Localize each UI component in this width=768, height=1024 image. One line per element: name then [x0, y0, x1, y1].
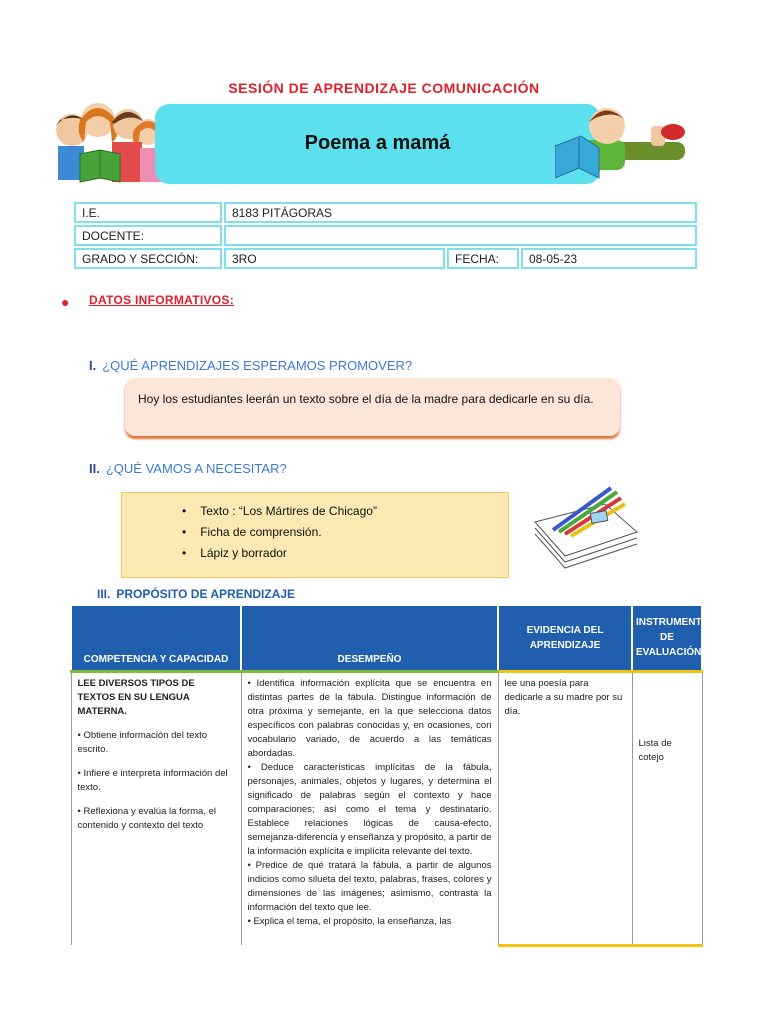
section-2-number: II. — [89, 461, 100, 476]
section-1-number: I. — [89, 358, 97, 373]
section-3-heading — [97, 587, 295, 601]
capacidad-item: • Obtiene información del texto escrito. — [77, 729, 208, 755]
section-2-heading — [89, 461, 287, 476]
desempeno-cell — [241, 671, 498, 945]
competencia-title: LEE DIVERSOS TIPOS DE TEXTOS EN SU LENGUA MATERNA. — [77, 677, 195, 717]
header-evidencia: EVIDENCIA DEL APRENDIZAJE — [498, 605, 632, 671]
document-title: SESIÓN DE APRENDIZAJE COMUNICACIÓN — [228, 80, 540, 96]
children-reading-illustration — [50, 98, 170, 190]
boy-reading-illustration — [555, 100, 690, 190]
instrumento-cell: Lista de cotejo — [632, 671, 702, 945]
material-item: • Ficha de comprensión. — [182, 522, 377, 543]
section-1-heading — [89, 358, 412, 373]
capacidad-item: • Reflexiona y evalúa la forma, el contenido y contexto del texto — [77, 805, 217, 831]
info-table — [72, 200, 699, 271]
ie-label: I.E. — [74, 202, 222, 223]
ie-value: 8183 PITÁGORAS — [224, 202, 697, 223]
section-1-title: ¿QUÉ APRENDIZAJES ESPERAMOS PROMOVER? — [102, 358, 413, 373]
datos-informativos-heading: DATOS INFORMATIVOS: — [89, 293, 235, 307]
desempeno-item: • Explica el tema, el propósito, la enseñanza, las — [247, 915, 452, 927]
materiales-box — [121, 492, 509, 578]
desempeno-item: • Identifica información explícita que se encuentra en distintas partes de la fábula. Distingue información de otra próxima y semejante, en la que selecciona datos específicos con palabras conocidas y, en ocasiones, con vocabulario variado, de acuerdo a las temáticas abordadas. — [247, 677, 492, 759]
grado-label: GRADO Y SECCIÓN: — [74, 248, 222, 269]
notebook-pencils-illustration — [525, 482, 645, 572]
material-item: • Lápiz y borrador — [182, 543, 377, 564]
desempeno-item: • Deduce características implícitas de la fábula, personajes, animales, objetos y lugares, y determina el significado de palabras según el contexto y hace comparaciones; así como el tema y destinatario. Establece relaciones lógicas de causa-efecto, semejanza-diferencia y enseñanza y propósito, a partir de la información explícita e implícita relevante del texto. — [247, 761, 492, 857]
material-item: • Texto : “Los Mártires de Chicago” — [182, 501, 377, 522]
fecha-value: 08-05-23 — [521, 248, 697, 269]
header-instrumento: INSTRUMENTO DE EVALUACIÓN — [632, 605, 702, 671]
section-3-title: PROPÓSITO DE APRENDIZAJE — [116, 587, 296, 601]
capacidad-item: • Infiere e interpreta información del texto. — [77, 767, 228, 793]
desempeno-item: • Predice de qué tratará la fábula, a partir de algunos indicios como silueta del texto, palabras, frases, colores y dimensiones de las imágenes; asimismo, contrasta la información del texto que lee. — [247, 859, 492, 913]
section-2-title: ¿QUÉ VAMOS A NECESITAR? — [105, 461, 287, 476]
section-3-number: III. — [97, 587, 111, 601]
lesson-title: Poema a mamá — [304, 132, 451, 154]
evidencia-cell: lee una poesía para dedicarle a su madre por su día. — [498, 671, 632, 945]
materiales-list — [182, 501, 377, 564]
fecha-label: FECHA: — [447, 248, 519, 269]
datos-bullet: ● — [61, 294, 70, 310]
docente-value — [224, 225, 697, 246]
docente-label: DOCENTE: — [74, 225, 222, 246]
aprendizajes-text: Hoy los estudiantes leerán un texto sobre el día de la madre para dedicarle en su día. — [138, 392, 594, 406]
proposito-table — [70, 604, 710, 947]
competencia-cell — [71, 671, 241, 945]
header-competencia: COMPETENCIA Y CAPACIDAD — [71, 605, 241, 671]
header-desempeno: DESEMPEÑO — [241, 605, 498, 671]
grado-value: 3RO — [224, 248, 445, 269]
